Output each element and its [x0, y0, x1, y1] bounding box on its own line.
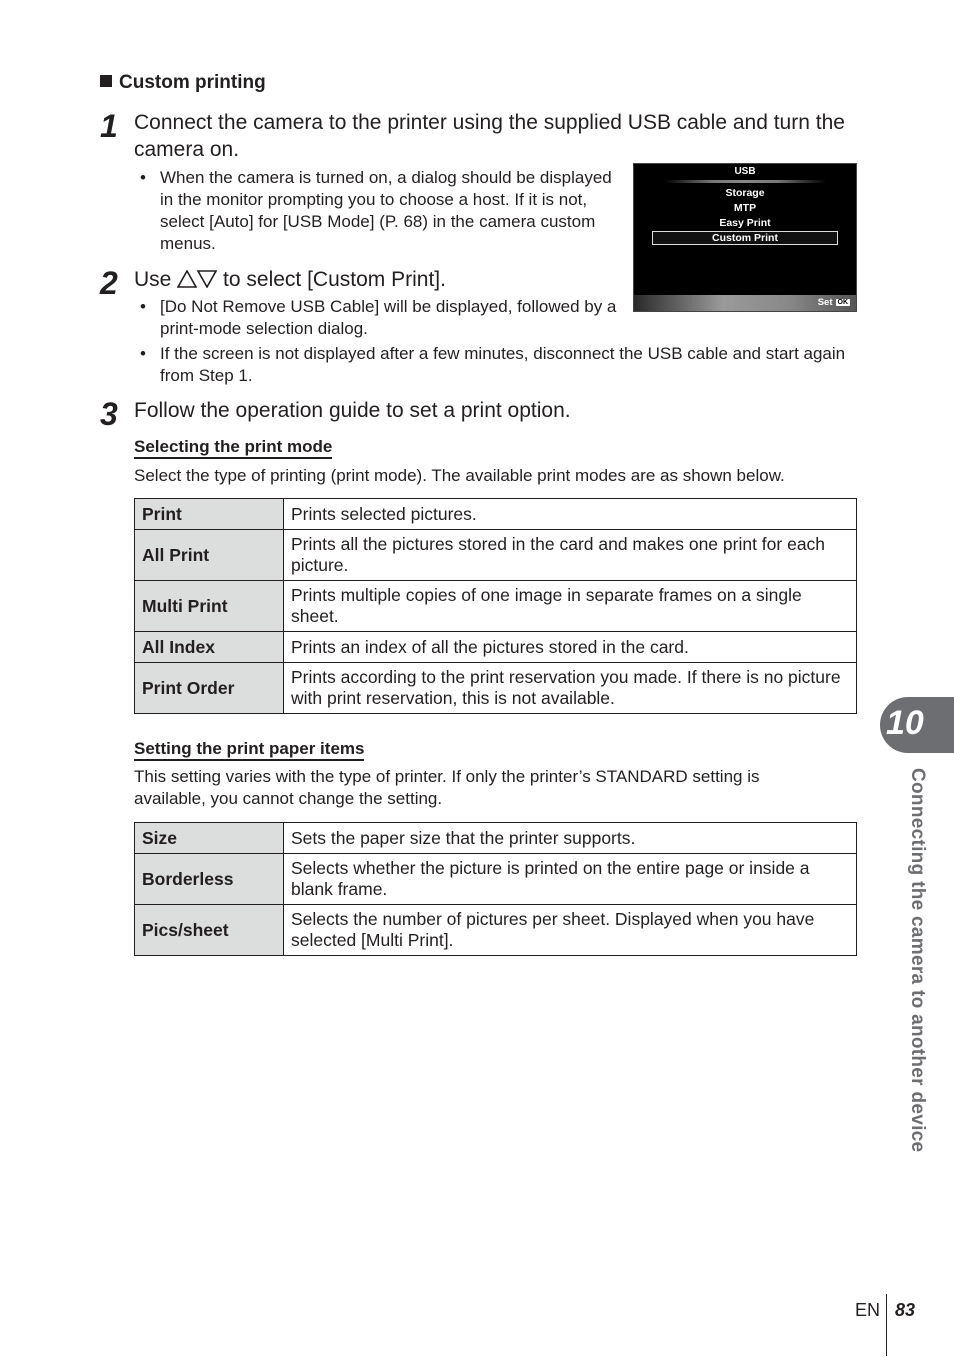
- bullet-item: • [Do Not Remove USB Cable] will be displayed, followed by a print-mode selection dialog.: [134, 296, 626, 340]
- row-desc: Prints selected pictures.: [284, 499, 857, 530]
- lcd-set-hint: Set OK: [817, 297, 848, 308]
- row-key: Borderless: [135, 854, 284, 905]
- row-desc: Prints all the pictures stored in the card and makes one print for each picture.: [284, 530, 857, 581]
- table-row: [135, 530, 857, 581]
- step-1-text: Connect the camera to the printer using the supplied USB cable and turn the camera on.: [134, 111, 845, 161]
- step-3-text: Follow the operation guide to set a print option.: [134, 399, 571, 422]
- lcd-item-custom-print-selected: Custom Print: [652, 231, 838, 245]
- paper-items-heading: Setting the print paper items: [134, 739, 364, 761]
- paper-items-heading-wrap: [134, 739, 364, 759]
- row-key: Print: [135, 499, 284, 530]
- step-number-2: 2: [100, 265, 118, 301]
- table-row: [135, 581, 857, 632]
- step-1-bullets: [134, 167, 626, 258]
- square-bullet-icon: [100, 75, 112, 87]
- row-desc: Selects the number of pictures per sheet. Displayed when you have selected [Multi Print].: [284, 905, 857, 956]
- step-number-3: 3: [100, 396, 118, 432]
- row-key: All Print: [135, 530, 284, 581]
- bullet-item: • If the screen is not displayed after a few minutes, disconnect the USB cable and start again from Step 1.: [134, 343, 864, 387]
- row-desc: Prints an index of all the pictures stored in the card.: [284, 632, 857, 663]
- lcd-item-easy-print: Easy Print: [719, 217, 771, 229]
- row-key: Multi Print: [135, 581, 284, 632]
- table-row: [135, 823, 857, 854]
- lcd-item-mtp: MTP: [733, 202, 757, 214]
- print-mode-heading: Selecting the print mode: [134, 437, 332, 459]
- up-arrow-icon: [177, 270, 197, 288]
- step-number-1: 1: [100, 108, 118, 144]
- ok-button-icon: OK: [837, 299, 848, 306]
- row-key: Pics/sheet: [135, 905, 284, 956]
- print-mode-intro: Select the type of printing (print mode). The available print modes are as shown below.: [134, 466, 785, 485]
- chapter-title: Connecting the camera to another device: [907, 768, 928, 1153]
- down-arrow-icon: [197, 270, 217, 288]
- row-desc: Sets the paper size that the printer supports.: [284, 823, 857, 854]
- table-row: [135, 905, 857, 956]
- footer-language: EN: [855, 1300, 881, 1320]
- lcd-title: USB: [734, 166, 756, 177]
- print-mode-table: [134, 498, 857, 714]
- table-row: [135, 632, 857, 663]
- lcd-divider: [664, 180, 826, 183]
- table-row: [135, 499, 857, 530]
- step-2-text: Use to select [Custom Print].: [134, 268, 446, 291]
- table-row: [135, 663, 857, 714]
- row-desc: Prints according to the print reservation you made. If there is no picture with print reservation, this is not available.: [284, 663, 857, 714]
- print-mode-heading-wrap: [134, 437, 332, 457]
- footer-divider: [886, 1294, 887, 1356]
- lcd-item-storage: Storage: [725, 187, 765, 199]
- camera-lcd-screen: [633, 163, 857, 312]
- row-key: Print Order: [135, 663, 284, 714]
- row-key: Size: [135, 823, 284, 854]
- paper-items-table: [134, 822, 857, 956]
- row-key: All Index: [135, 632, 284, 663]
- page-number: 83: [895, 1300, 916, 1320]
- row-desc: Selects whether the picture is printed on the entire page or inside a blank frame.: [284, 854, 857, 905]
- step-2-bullets: [134, 296, 864, 390]
- row-desc: Prints multiple copies of one image in separate frames on a single sheet.: [284, 581, 857, 632]
- table-row: [135, 854, 857, 905]
- chapter-number: 10: [886, 704, 924, 742]
- section-title: Custom printing: [100, 72, 266, 94]
- paper-items-intro: This setting varies with the type of printer. If only the printer’s STANDARD setting is available, you cannot change the setting.: [134, 767, 760, 808]
- bullet-item: • When the camera is turned on, a dialog should be displayed in the monitor prompting you to choose a host. If it is not, select [Auto] for [USB Mode] (P. 68) in the camera custom menus.: [134, 167, 626, 255]
